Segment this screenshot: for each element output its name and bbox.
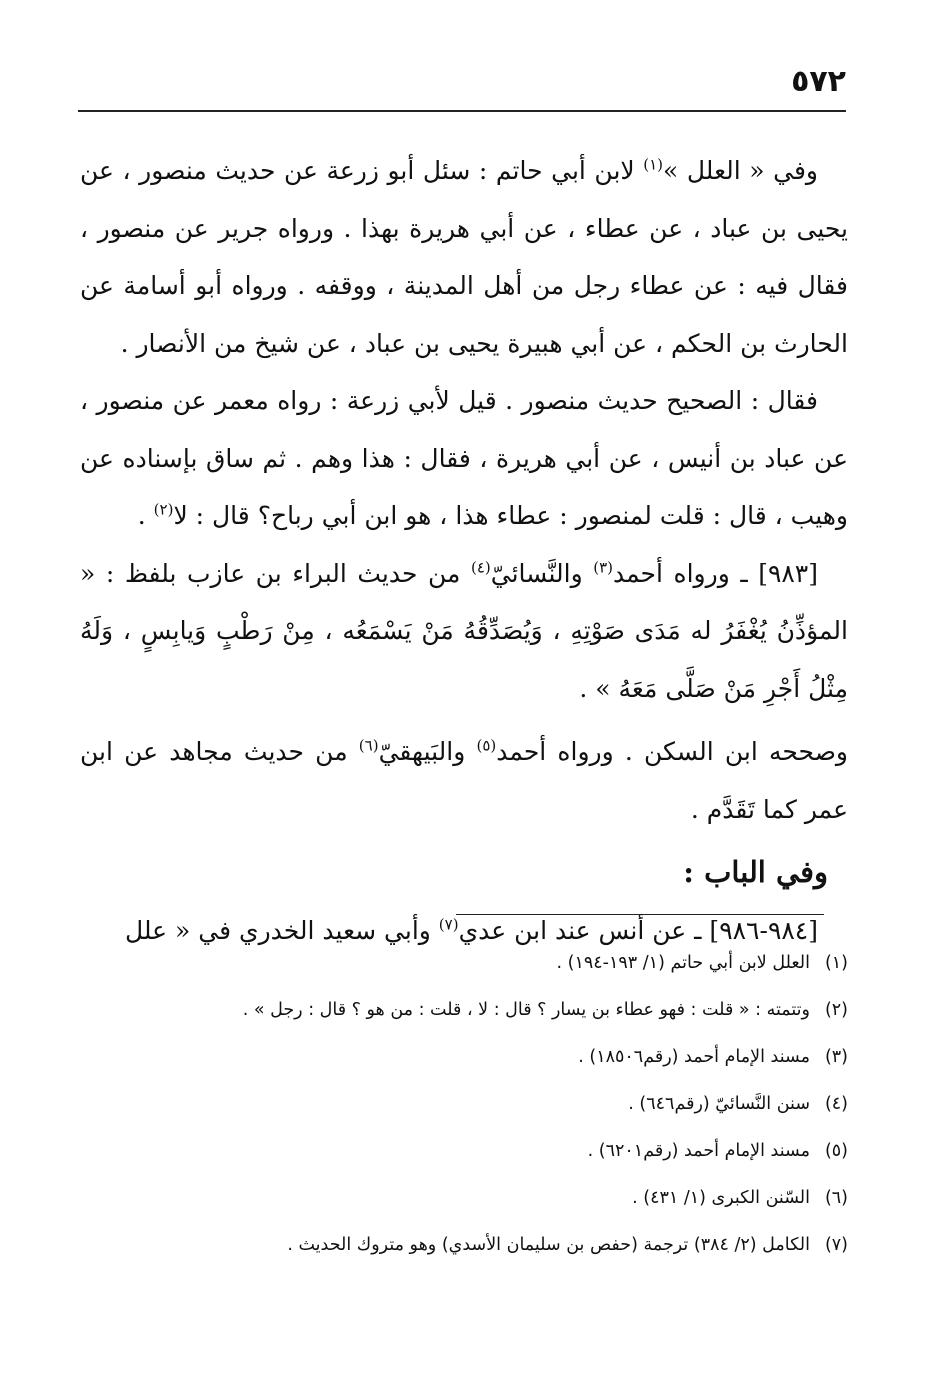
footnote-text: السّنن الكبرى (١/ ٤٣١) . (632, 1188, 810, 1208)
footnote-rule (456, 914, 824, 915)
footnote-text: مسند الإمام أحمد (رقم٦٢٠١) . (587, 1141, 810, 1161)
footnote-number: (٣) (824, 1047, 848, 1067)
paragraph-abu-zura (80, 372, 848, 545)
paragraph-lead: فقال : الصحيح حديث منصور . قيل لأبي زرعة : رواه معمر عن منصور ، عن عباد بن أنيس ، عن أبي هريرة ، فقال : هذا وهم . ثم ساق بإسناده عن وهيب ، قال : قلت لمنصور : عطاء هذا ، هو ابن أبي رباح؟ قال : لا (80, 386, 848, 530)
paragraph-rest: لابن أبي حاتم : سئل أبو زرعة عن حديث منصور ، عن يحيى بن عباد ، عن عطاء ، عن أبي هريرة بهذا . ورواه جرير عن منصور ، فقال فيه : عن عطاء رجل من أهل المدينة ، ووقفه . ورواه أبو أسامة عن الحارث بن الحكم ، عن أبي هبيرة يحيى بن عباد ، عن شيخ من الأنصار . (80, 156, 848, 358)
footnotes-list (110, 940, 848, 1269)
hadith-983-intro: [٩٨٣] ـ ورواه أحمد (612, 558, 819, 588)
footnote-item (110, 1222, 848, 1269)
paragraph-bayhaqi: والبَيهقيّ (378, 737, 477, 766)
paragraph-ibn-sakan (80, 723, 848, 838)
hadith-983-nasai: والنَّسائيّ (490, 558, 594, 588)
header-rule (78, 110, 846, 112)
main-text (80, 142, 848, 959)
footnote-ref-7[interactable]: (٧) (438, 915, 459, 934)
footnote-number: (١) (824, 953, 848, 973)
paragraph-ilal (80, 142, 848, 372)
footnote-text: مسند الإمام أحمد (رقم١٨٥٠٦) . (578, 1047, 810, 1067)
footnote-text: العلل لابن أبي حاتم (١/ ١٩٣-١٩٤) . (556, 953, 810, 973)
footnote-text: وتتمته : « قلت : فهو عطاء بن يسار ؟ قال : لا ، قلت : من هو ؟ قال : رجل » . (242, 1000, 810, 1020)
paragraph-rest: . (137, 501, 154, 530)
hadith-983-text: من حديث البراء بن عازب بلفظ : « المؤذِّنُ يُغْفَرُ له مَدَى صَوْتِهِ ، وَيُصَدِّقُهُ مَنْ يَسْمَعُه ، مِنْ رَطْبٍ وَيابِسٍ ، وَلَهُ مِثْلُ أَجْرِ مَنْ صَلَّى مَعَهُ » . (80, 558, 848, 703)
footnote-ref-1[interactable]: (١) (643, 155, 664, 174)
hadith-983 (80, 545, 848, 718)
footnote-item (110, 1175, 848, 1222)
footnote-ref-5[interactable]: (٥) (476, 736, 497, 755)
footnote-number: (٥) (824, 1141, 848, 1161)
hadith-984-intro: [٩٨٤-٩٨٦] ـ عن أنس عند ابن عدي (458, 915, 818, 945)
footnote-item (110, 1128, 848, 1175)
footnote-ref-2[interactable]: (٢) (153, 500, 174, 519)
footnote-text: الكامل (٢/ ٣٨٤) ترجمة (حفص بن سليمان الأسدي) وهو متروك الحديث . (287, 1235, 810, 1255)
footnote-ref-4[interactable]: (٤) (470, 558, 491, 577)
page-number: ٥٧٢ (791, 64, 846, 99)
footnote-ref-6[interactable]: (٦) (358, 736, 379, 755)
footnote-number: (٦) (824, 1188, 848, 1208)
footnote-text: سنن النَّسائيّ (رقم٦٤٦) . (628, 1094, 810, 1114)
footnote-item (110, 987, 848, 1034)
paragraph-lead: وصححه ابن السكن . ورواه أحمد (496, 737, 848, 766)
footnote-ref-3[interactable]: (٣) (593, 558, 613, 577)
paragraph-lead: وفي « العلل » (663, 156, 818, 185)
footnote-number: (٤) (824, 1094, 848, 1114)
footnote-number: (٧) (824, 1235, 848, 1255)
footnote-item (110, 940, 848, 987)
section-heading: وفي الباب : (683, 855, 828, 889)
hadith-984-text: وأبي سعيد الخدري في « علل (124, 915, 439, 945)
footnote-item (110, 1081, 848, 1128)
footnote-number: (٢) (824, 1000, 848, 1020)
paragraph-rest: من حديث مجاهد عن ابن عمر كما تَقَدَّم . (80, 737, 848, 824)
footnote-item (110, 1034, 848, 1081)
